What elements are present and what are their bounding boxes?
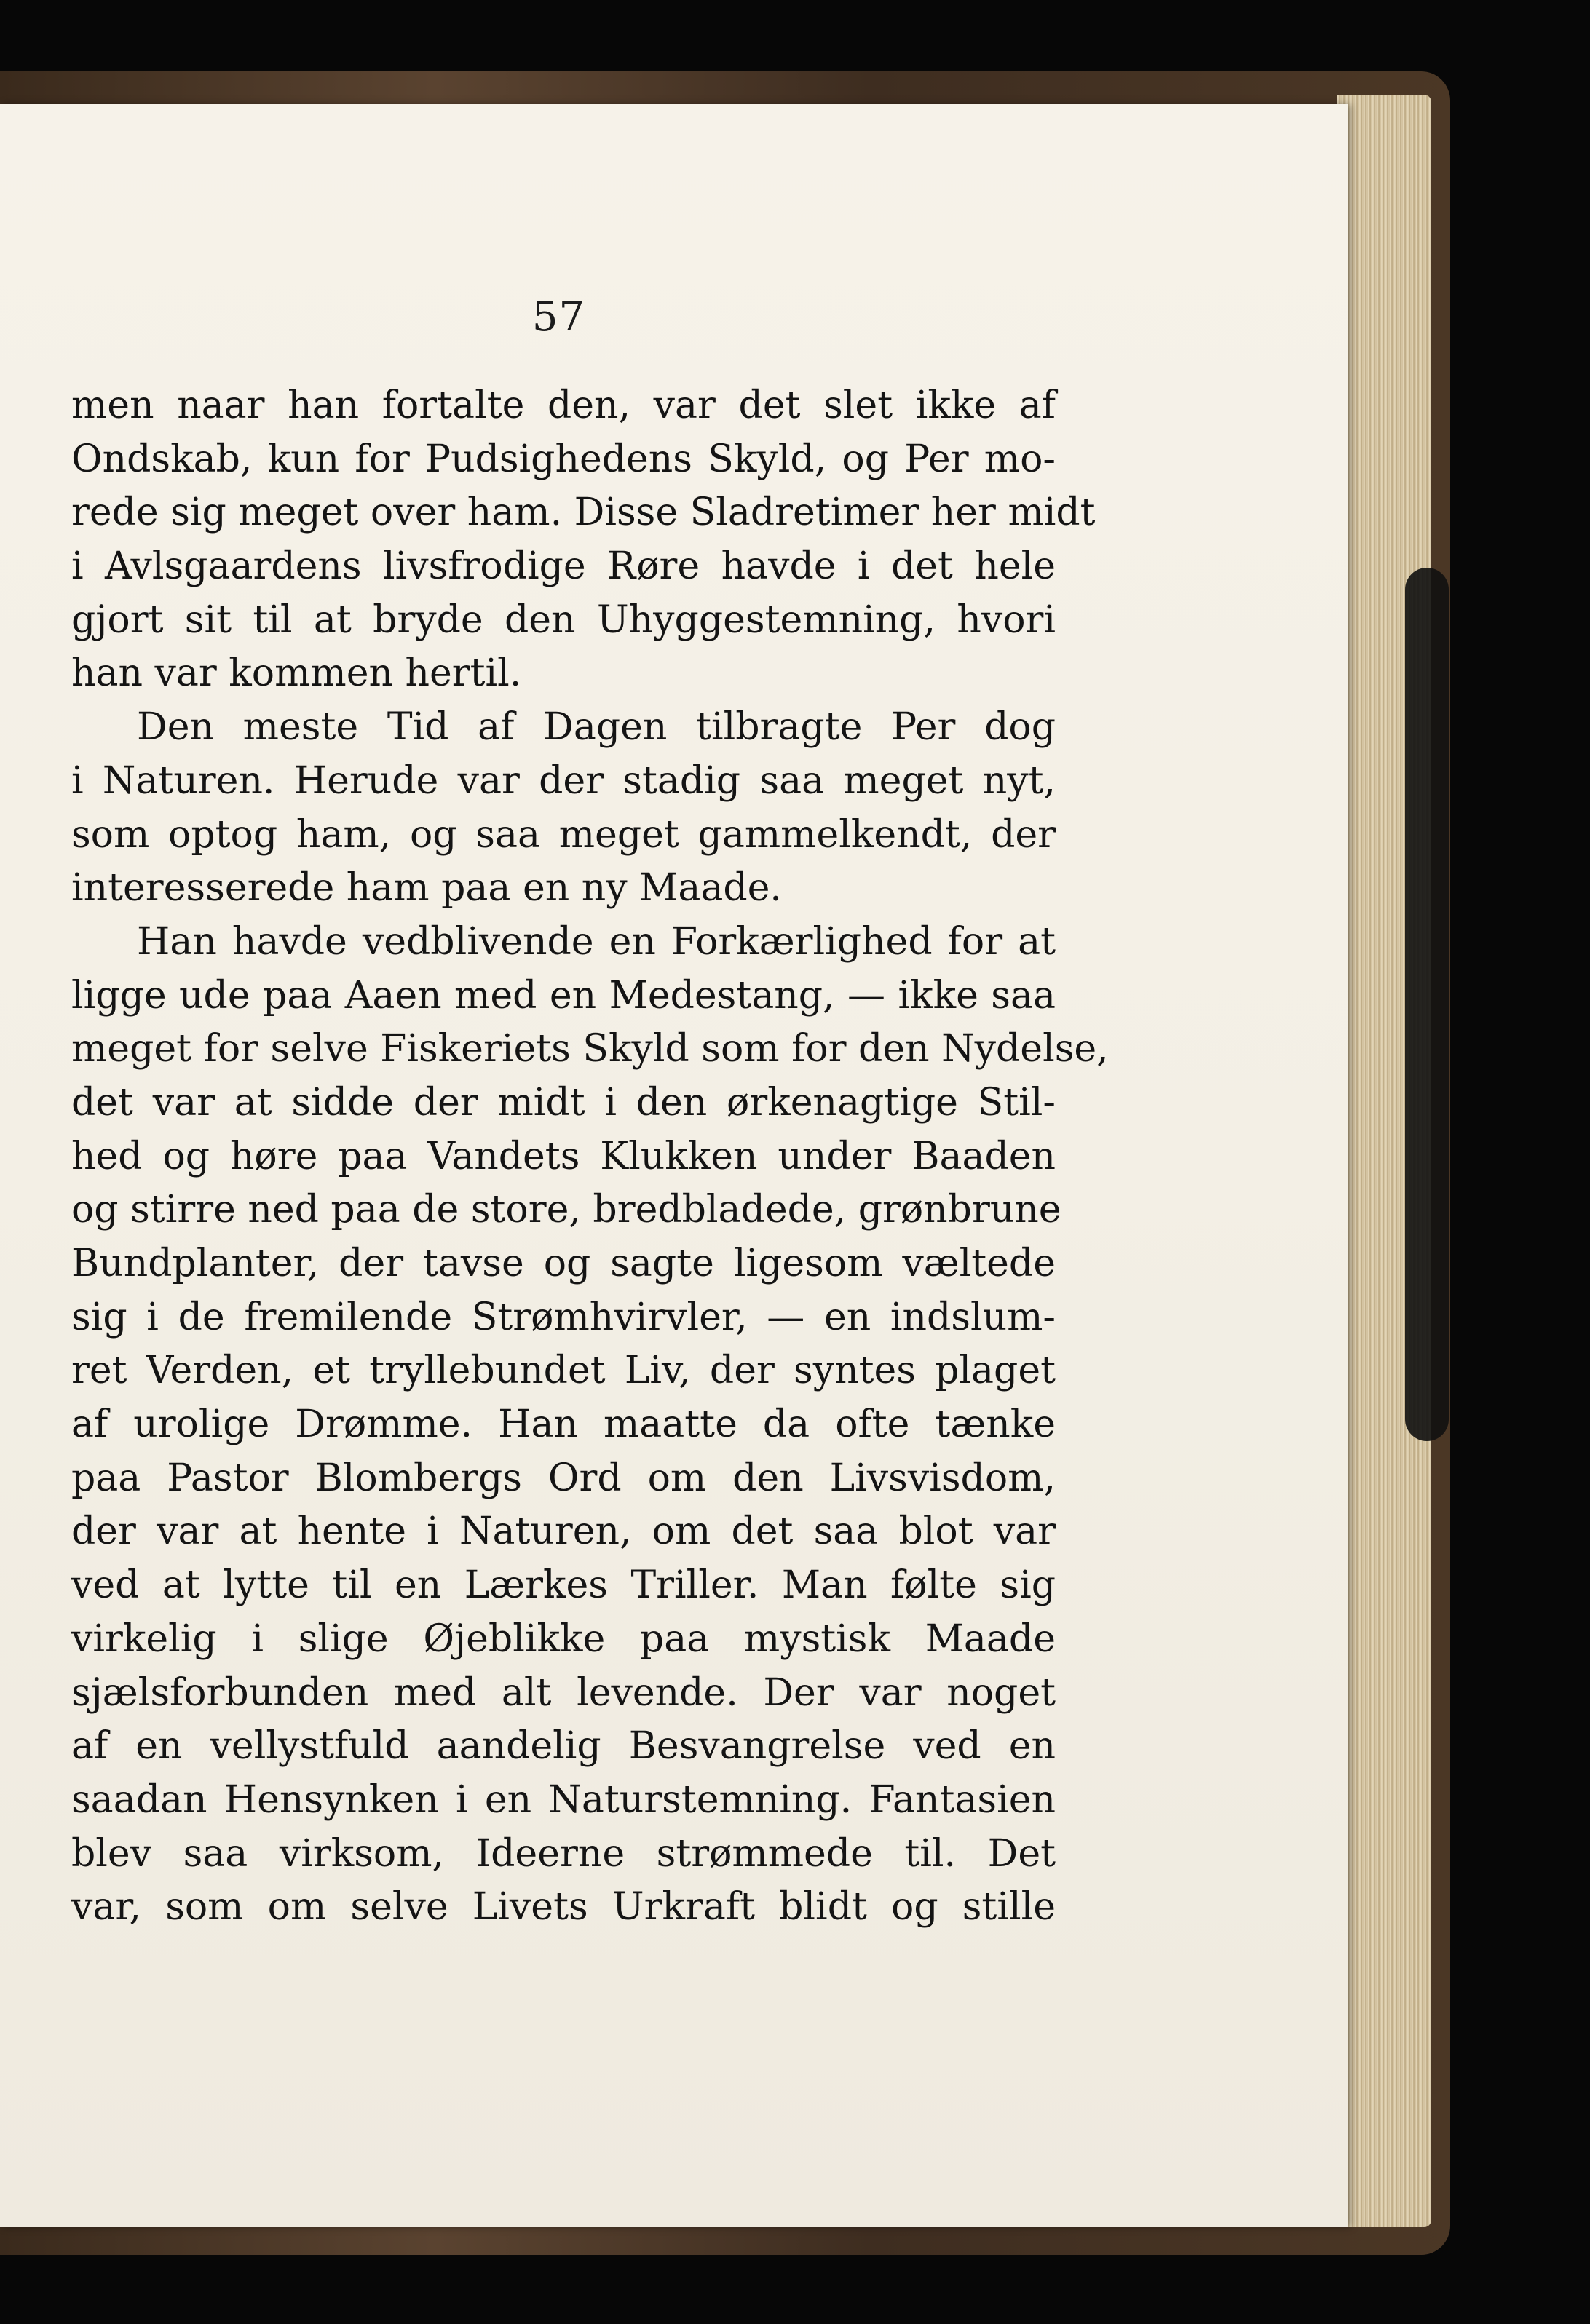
text-line: der var at hente i Naturen, om det saa blot var [71, 1510, 1056, 1554]
text-line: men naar han fortalte den, var det slet ikke af [71, 384, 1056, 427]
text-line: ved at lytte til en Lærkes Triller. Man følte sig [71, 1563, 1056, 1608]
text-line: virkelig i slige Øjeblikke paa mystisk Maade [71, 1617, 1056, 1661]
text-line: af urolige Drømme. Han maatte da ofte tænke [71, 1403, 1056, 1447]
text-line: ligge ude paa Aaen med en Medestang, — ikke saa [71, 973, 1056, 1018]
text-line: af en vellystfuld aandelig Besvangrelse ved en [71, 1724, 1056, 1769]
book-page [0, 104, 1348, 2227]
text-line: sjælsforbunden med alt levende. Der var noget [71, 1670, 1056, 1715]
text-line: blev saa virksom, Ideerne strømmede til. Det [71, 1831, 1056, 1876]
text-line: Den meste Tid af Dagen tilbragte Per dog [137, 705, 1056, 750]
text-line: og stirre ned paa de store, bredbladede, grønbrune [71, 1188, 1061, 1232]
text-line: ret Verden, et tryllebundet Liv, der syntes plaget [71, 1349, 1056, 1393]
text-line: i Avlsgaardens livsfrodige Røre havde i det hele [71, 544, 1056, 589]
cover-wear [1405, 568, 1449, 1441]
text-line: sig i de fremilende Strømhvirvler, — en indslum- [71, 1295, 1056, 1339]
text-line: det var at sidde der midt i den ørkenagtige Stil- [71, 1080, 1056, 1125]
text-line: som optog ham, og saa meget gammelkendt, der [71, 812, 1056, 857]
text-line: var, som om selve Livets Urkraft blidt og stille [71, 1885, 1056, 1930]
text-line: han var kommen hertil. [71, 651, 522, 696]
body-text [71, 379, 1109, 1935]
text-line: hed og høre paa Vandets Klukken under Baaden [71, 1134, 1056, 1178]
text-line: i Naturen. Herude var der stadig saa meget nyt, [71, 758, 1056, 803]
text-line: paa Pastor Blombergs Ord om den Livsvisdom, [71, 1456, 1056, 1500]
text-line: meget for selve Fiskeriets Skyld som for den Nydelse, [71, 1027, 1109, 1071]
text-line: gjort sit til at bryde den Uhyggestemning, hvori [71, 598, 1056, 642]
text-line: Ondskab, kun for Pudsighedens Skyld, og Per mo- [71, 437, 1056, 481]
text-line: saadan Hensynken i en Naturstemning. Fantasien [71, 1777, 1056, 1822]
text-line: rede sig meget over ham. Disse Sladretimer her midt [71, 491, 1096, 535]
text-line: Han havde vedblivende en Forkærlighed for at [137, 919, 1056, 964]
text-line: Bundplanter, der tavse og sagte ligesom væltede [71, 1242, 1056, 1285]
text-line: interesserede ham paa en ny Maade. [71, 866, 782, 911]
page-number: 57 [531, 293, 586, 341]
